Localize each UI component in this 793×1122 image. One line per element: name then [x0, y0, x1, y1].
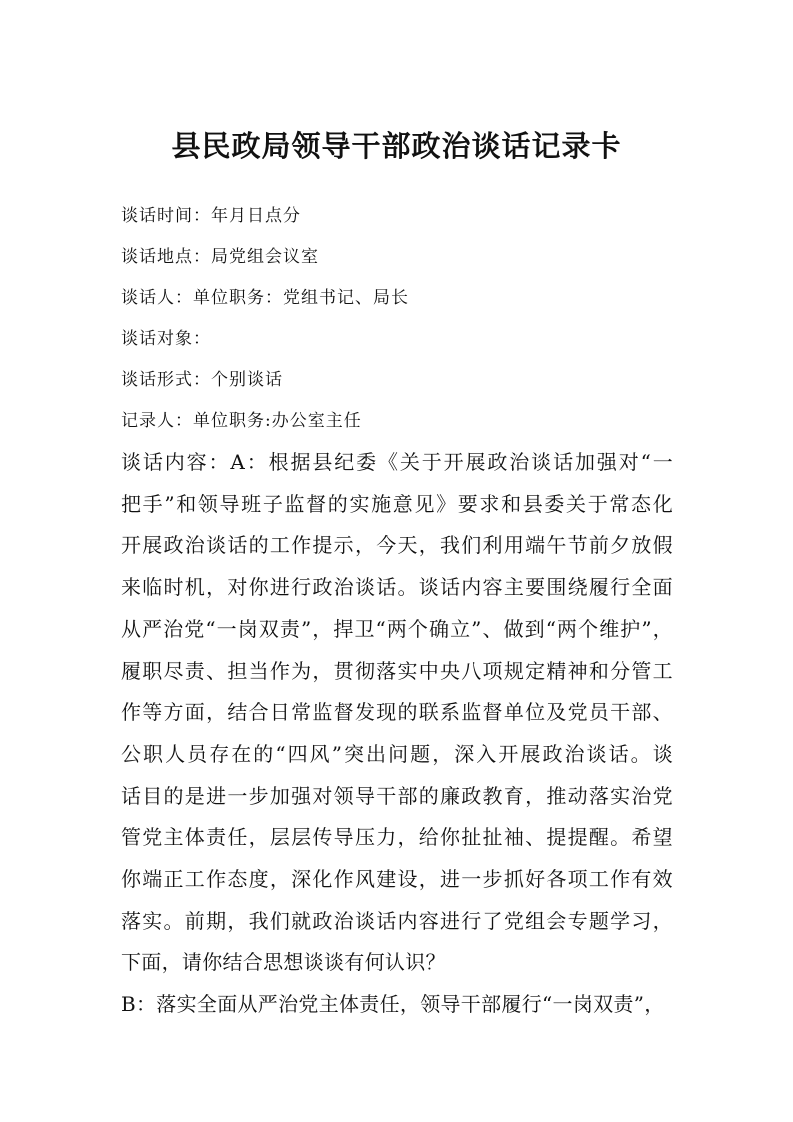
field-talk-time: 谈话时间：年月日点分	[121, 206, 301, 226]
response-b-line: B：落实全面从严治党主体责任，领导干部履行“一岗双责”，	[121, 992, 665, 1016]
document-title: 县民政局领导干部政治谈话记录卡	[171, 129, 622, 163]
field-talk-location: 谈话地点：局党组会议室	[121, 247, 319, 267]
content-line: 下面，请你结合思想谈谈有何认识？	[121, 950, 446, 975]
content-line: 落实。前期，我们就政治谈话内容进行了党组会专题学习，	[121, 908, 673, 933]
content-line: 公职人员存在的“四风”突出问题，深入开展政治谈话。谈	[121, 741, 673, 766]
content-line: 话目的是进一步加强对领导干部的廉政教育，推动落实治党	[121, 783, 673, 808]
content-line: 把手”和领导班子监督的实施意见》要求和县委关于常态化	[121, 491, 673, 516]
field-recorder: 记录人：单位职务:办公室主任	[121, 411, 362, 431]
content-line: 作等方面，结合日常监督发现的联系监督单位及党员干部、	[121, 700, 673, 725]
field-talker: 谈话人：单位职务：党组书记、局长	[121, 288, 409, 308]
field-talk-form: 谈话形式：个别谈话	[121, 370, 283, 390]
field-talk-target: 谈话对象：	[121, 329, 211, 349]
content-line: 管党主体责任，层层传导压力，给你扯扯袖、提提醒。希望	[121, 825, 673, 850]
content-line: 谈话内容：A：根据县纪委《关于开展政治谈话加强对“一	[121, 450, 673, 474]
record-fields	[121, 196, 681, 442]
content-line: 来临时机，对你进行政治谈话。谈话内容主要围绕履行全面	[121, 575, 673, 600]
content-line: 从严治党“一岗双责”，捍卫“两个确立”、做到“两个维护”，	[121, 616, 673, 641]
talk-content	[121, 442, 673, 984]
content-line: 开展政治谈话的工作提示，今天，我们利用端午节前夕放假	[121, 533, 673, 558]
content-line: 你端正工作态度，深化作风建设，进一步抓好各项工作有效	[121, 867, 673, 892]
content-line: 履职尽责、担当作为，贯彻落实中央八项规定精神和分管工	[121, 658, 673, 683]
